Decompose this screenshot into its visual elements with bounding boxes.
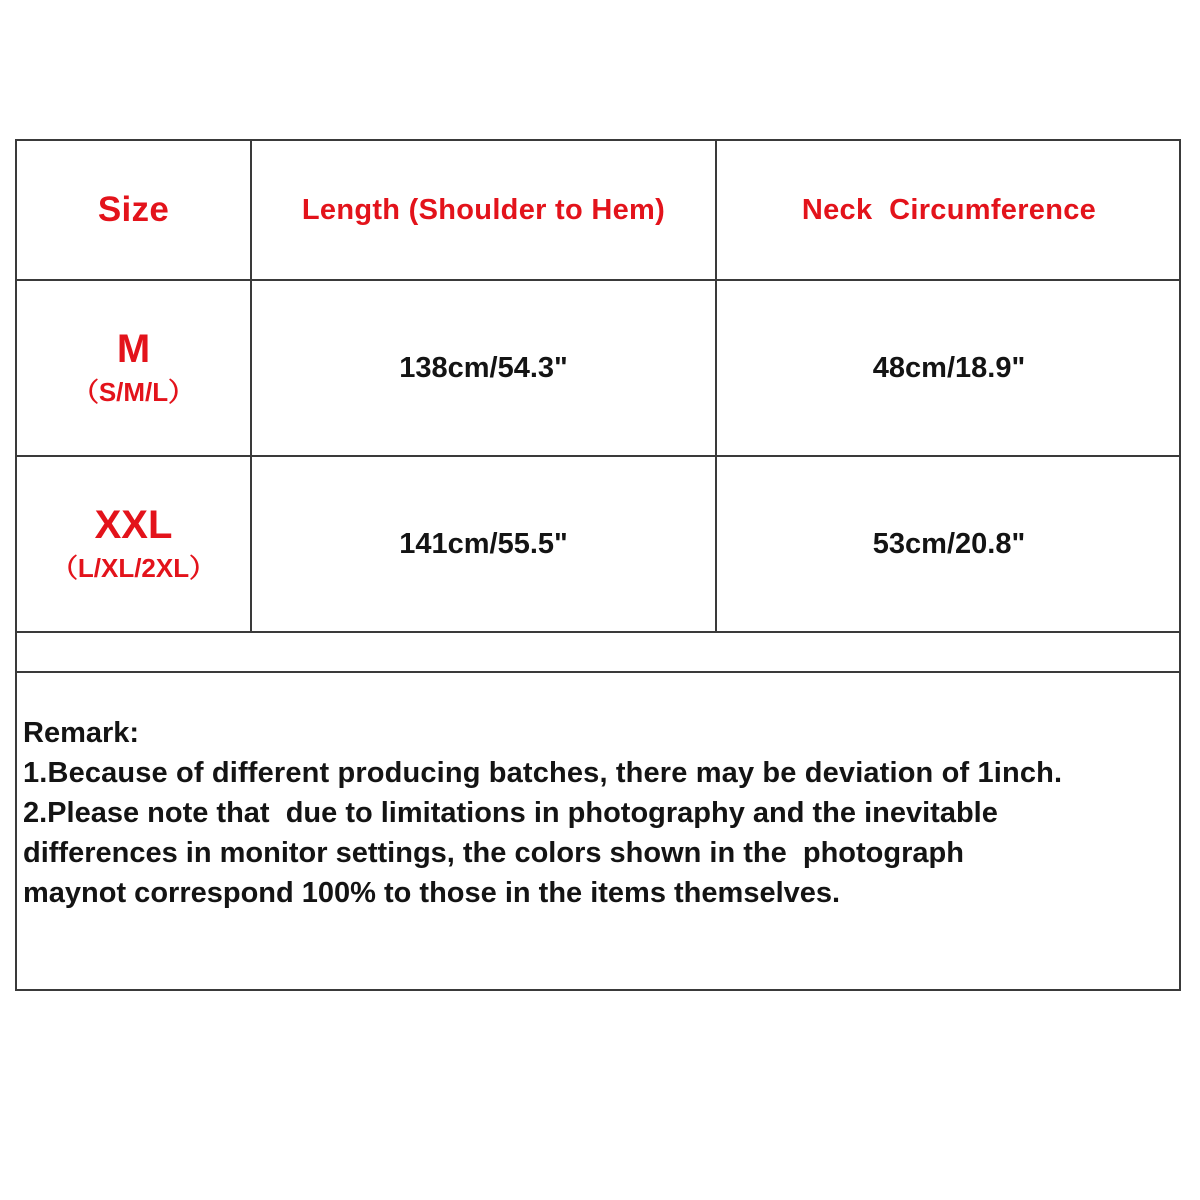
table-row-size-cell — [17, 457, 250, 631]
table-row-length-cell — [252, 281, 715, 455]
size-range-label: （S/M/L） — [72, 377, 195, 407]
remark-title: Remark: — [23, 717, 140, 749]
remark-line: 2.Please note that due to limitations in photography and the inevitable — [23, 797, 998, 829]
neck-value: 53cm/20.8" — [872, 527, 1026, 560]
remark-line: maynot correspond 100% to those in the items themselves. — [23, 877, 841, 909]
table-row-length-cell — [252, 457, 715, 631]
size-label: XXL — [94, 503, 173, 547]
size-label: M — [116, 327, 151, 371]
table-row-neck-cell — [717, 281, 1181, 455]
size-range-label: （L/XL/2XL） — [51, 553, 216, 583]
remark-line: 1.Because of different producing batches, there may be deviation of 1inch. — [23, 757, 1063, 789]
neck-header: Neck Circumference — [801, 193, 1097, 226]
row-divider — [17, 631, 1179, 633]
header-cell-size — [17, 141, 250, 279]
size-header: Size — [97, 190, 170, 229]
row-divider — [17, 671, 1179, 673]
length-value: 138cm/54.3" — [399, 351, 568, 384]
table-row-neck-cell — [717, 457, 1181, 631]
table-row-size-cell — [17, 281, 250, 455]
length-header: Length (Shoulder to Hem) — [301, 193, 666, 226]
length-value: 141cm/55.5" — [399, 527, 568, 560]
neck-value: 48cm/18.9" — [872, 351, 1026, 384]
remark-line: differences in monitor settings, the colors shown in the photograph — [23, 837, 964, 869]
size-chart-table — [15, 139, 1181, 991]
header-cell-length — [252, 141, 715, 279]
header-cell-neck — [717, 141, 1181, 279]
remark-block — [23, 713, 1062, 913]
